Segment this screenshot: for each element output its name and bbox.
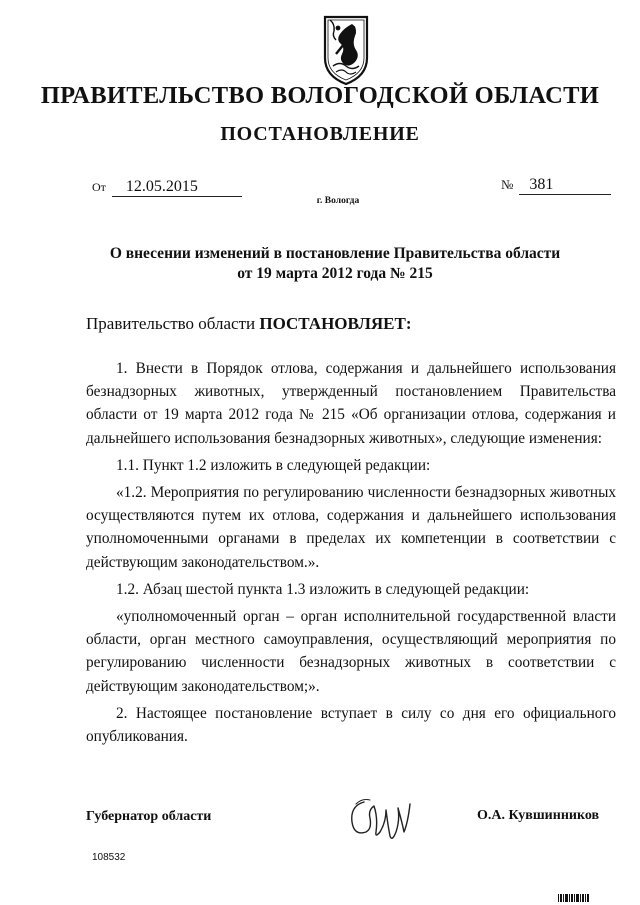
registration-code: 108532	[92, 852, 126, 863]
preamble	[86, 314, 412, 334]
number-label: №	[501, 177, 514, 192]
barcode-icon	[558, 894, 590, 902]
date-value: 12.05.2015	[112, 178, 242, 197]
document-body	[86, 357, 616, 752]
handwritten-signature-icon	[342, 792, 417, 844]
signatory-name: О.А. Кувшинников	[477, 808, 600, 823]
document-subject	[100, 244, 570, 284]
paragraph-1: 1. Внести в Порядок отлова, содержания и дальнейшего использования безнадзорных животных, утвержденный постановлением Правительства области от 19 марта 2012 года № 215 «Об организации отлова, содержания и дальнейшего использования безнадзорных животных», следующие изменения:	[86, 360, 616, 447]
city: г. Вологда	[316, 196, 360, 206]
signatory-role: Губернатор области	[86, 809, 212, 824]
paragraph-1-2: 1.2. Абзац шестой пункта 1.3 изложить в следующей редакции:	[116, 580, 530, 598]
paragraph-2: 2. Настоящее постановление вступает в силу со дня его официального опубликования.	[86, 704, 616, 746]
number-value: 381	[519, 176, 611, 195]
vologda-coat-of-arms-icon	[322, 14, 370, 86]
paragraph-1-1: 1.1. Пункт 1.2 изложить в следующей редакции:	[116, 456, 431, 474]
date-label: От	[92, 180, 106, 194]
number-field	[501, 176, 611, 195]
government-title: ПРАВИТЕЛЬСТВО ВОЛОГОДСКОЙ ОБЛАСТИ	[40, 82, 600, 109]
preamble-decree: ПОСТАНОВЛЯЕТ:	[259, 314, 412, 333]
subject-line-2: от 19 марта 2012 года № 215	[237, 265, 433, 282]
preamble-prefix: Правительство области	[86, 314, 260, 333]
paragraph-1-1-text: «1.2. Мероприятия по регулированию численности безнадзорных животных осуществляются путем их отлова, содержания и дальнейшего использования уполномоченными органами в пределах их компетенции в соответствии с действующим законодательством.».	[86, 484, 616, 571]
paragraph-1-2-text: «уполномоченный орган – орган исполнительной государственной власти области, орган местного самоуправления, осуществляющий мероприятия по регулированию численности безнадзорных животных в соответствии с действующим законодательством;».	[86, 608, 616, 695]
document-type: ПОСТАНОВЛЕНИЕ	[220, 123, 420, 145]
date-field	[92, 178, 242, 197]
subject-line-1: О внесении изменений в постановление Правительства области	[109, 245, 561, 262]
